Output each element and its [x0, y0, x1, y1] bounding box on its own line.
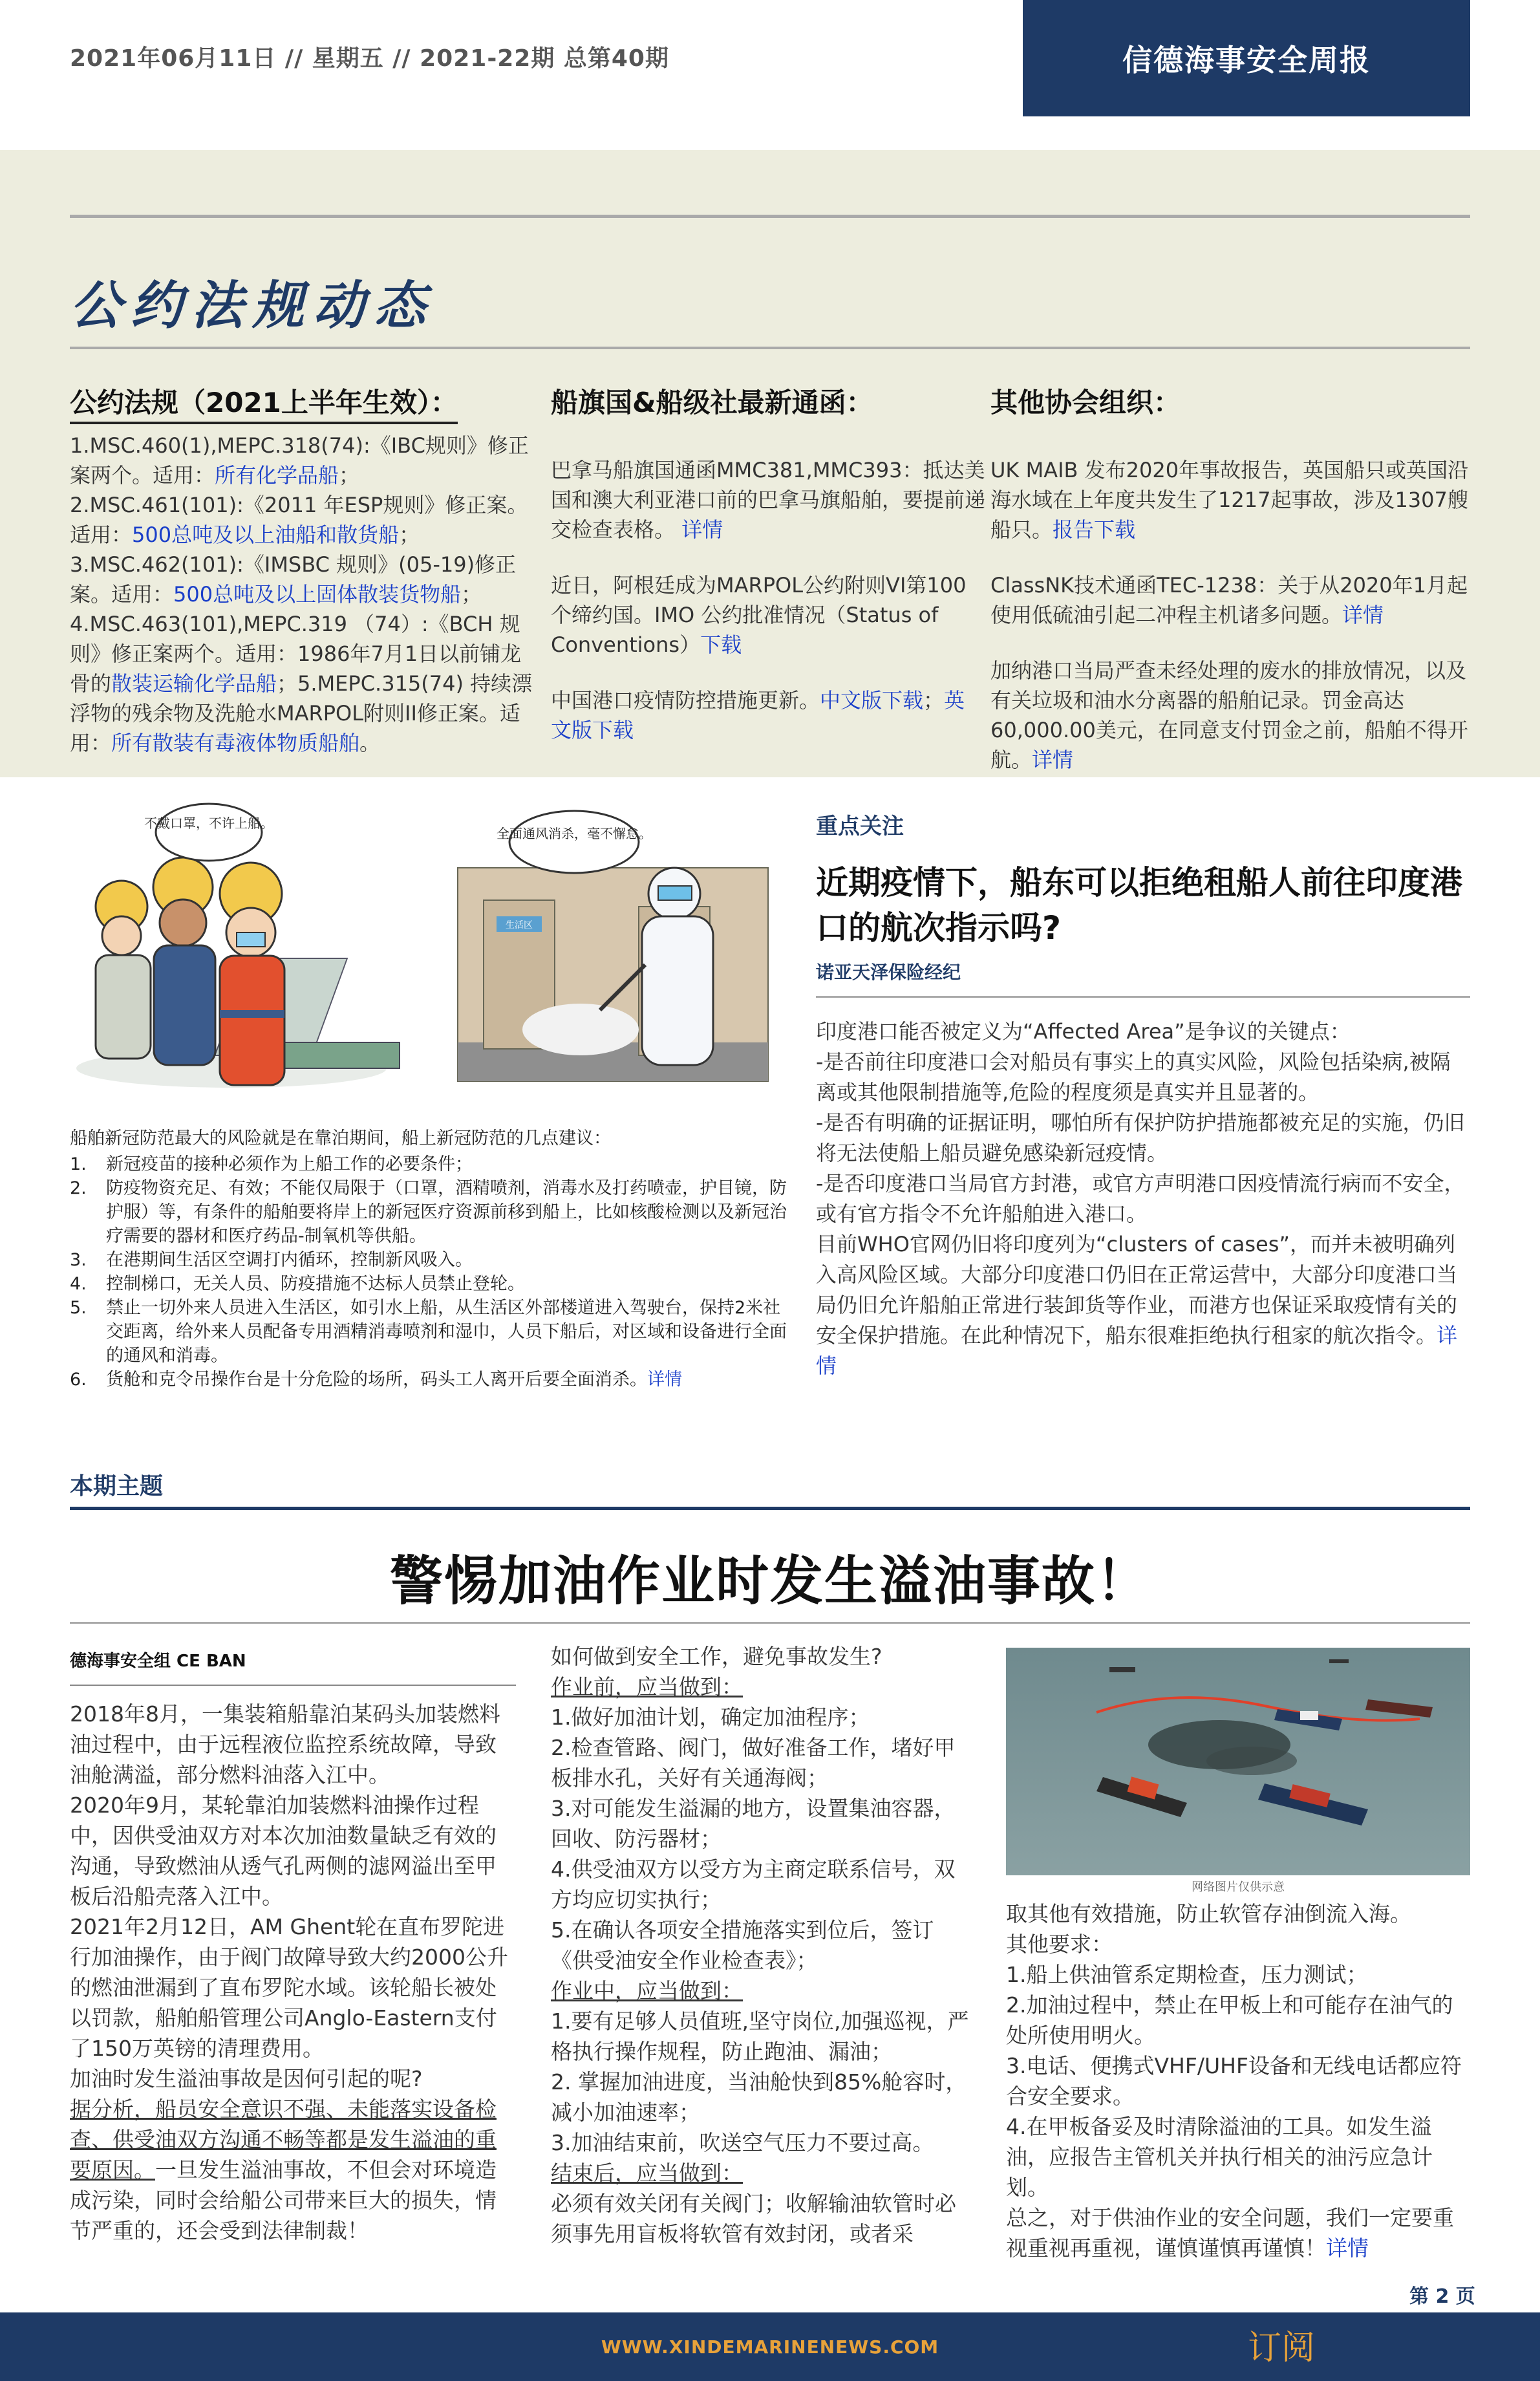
- oil-spill-photo: [1006, 1648, 1470, 1875]
- item-text: 货舱和克令吊操作台是十分危险的场所，码头工人离开后要全面消杀。: [106, 1370, 647, 1390]
- punct: 。: [359, 731, 381, 755]
- speech-bubble-text: 全面通风消杀，毫不懈怠。: [497, 826, 652, 841]
- steps-after: 必须有效关闭有关阀门；收解输油软管时必须事先用盲板将软管有效封闭，或者采: [551, 2191, 956, 2246]
- divider: [70, 215, 1470, 218]
- section-title: 公约法规动态: [70, 275, 434, 336]
- tips-intro: 船舶新冠防范最大的风险就是在靠泊期间，船上新冠防范的几点建议：: [70, 1128, 611, 1148]
- covid-prevention-illustration: [70, 797, 775, 1120]
- steps-before: 1.做好加油计划，确定加油程序； 2.检查管路、阀门，做好准备工作，堵好甲板排水孔，关好有关通海阀； 3.对可能发生溢漏的地方，设置集油容器，回收、防污器材； 4.供受油双方以受方为主商定联系信号，双方均应切实执行； 5.在确认各项安全措施落实到位后，签订《供受油安全作业检查表》；: [551, 1705, 956, 1973]
- convention-link[interactable]: 散装运输化学品船: [111, 671, 277, 696]
- item-number: 6.: [70, 1370, 87, 1390]
- item-text: 防疫物资充足、有效；不能仅局限于（口罩，酒精喷剂，消毒水及打药喷壶，护目镜，防护服）等，有条件的船舶要将岸上的新冠医疗资源前移到船上，比如核酸检测以及新冠治疗需要的器材和医疗药品-制氧机等供船。: [106, 1178, 787, 1246]
- divider: [70, 1507, 1470, 1510]
- convention-item-text: 2.MSC.461(101):《2011 年ESP规则》修正案。适用：: [70, 493, 528, 547]
- convention-item-text: 1.MSC.460(1),MEPC.318(74):《IBC规则》修正案两个。适用：: [70, 433, 529, 488]
- item-number: 1.: [70, 1154, 87, 1174]
- website-link[interactable]: WWW.XINDEMARINENEWS.COM: [601, 2336, 939, 2358]
- notice-text: 中国港口疫情防控措施更新。: [551, 688, 820, 713]
- topic-column-c-body: [1006, 1899, 1470, 2263]
- details-link[interactable]: 详情: [1032, 748, 1074, 772]
- other-orgs-column: [990, 382, 1469, 775]
- item-number: 5.: [70, 1298, 87, 1318]
- details-link[interactable]: 详情: [681, 517, 723, 542]
- list-item: [70, 1152, 794, 1176]
- article-text: 2018年8月，一集装箱船靠泊某码头加装燃料油过程中，由于远程液位监控系统故障，导致油舱满溢，部分燃料油落入江中。 2020年9月，某轮靠泊加装燃料油操作过程中，因供受油双方对本次加油数量缺乏有效的沟通，导致燃油从透气孔两侧的滤网溢出至甲板后沿船壳落入江中。 2021年2月12日，AM Ghent轮在直布罗陀进行加油操作，由于阀门故障导致大约2000公升的燃油泄漏到了直布罗陀水域。该轮船长被处以罚款，船舶船管理公司Anglo-Eastern支付了150万英镑的清理费用。 加油时发生溢油事故是因何引起的呢?: [70, 1701, 508, 2091]
- list-item: [70, 1248, 794, 1272]
- item-text: 在港期间生活区空调打内循环，控制新风吸入。: [106, 1250, 473, 1270]
- tips-list: [70, 1152, 794, 1392]
- topic-title: 警惕加油作业时发生溢油事故！: [389, 1551, 1150, 1612]
- steps-during: 1.要有足够人员值班,坚守岗位,加强巡视，严格执行操作规程，防止跑油、漏油； 2. 掌握加油进度，当油舱快到85%舱容时，减小加油速率； 3.加油结束前，吹送空气压力不要过高。: [551, 2009, 969, 2155]
- issue-date-line: 2021年06月11日 // 星期五 // 2021-22期 总第40期: [70, 45, 669, 72]
- convention-link[interactable]: 所有散装有毒液体物质船舶: [111, 731, 360, 755]
- list-item: [70, 1272, 794, 1296]
- details-link[interactable]: 详情: [647, 1370, 682, 1390]
- download-link[interactable]: 下载: [700, 632, 742, 657]
- notice-text: 巴拿马船旗国通函MMC381,MMC393：抵达美国和澳大利亚港口前的巴拿马旗船舶，要提前递交检查表格。: [551, 458, 986, 542]
- flag-state-heading: 船旗国&船级社最新通函：: [551, 387, 873, 418]
- divider: [816, 996, 1470, 998]
- notice-text: UK MAIB 发布2020年事故报告，英国船只或英国沿海水域在上年度共发生了1217起事故，涉及1307艘船只。: [990, 458, 1469, 542]
- item-text: 新冠疫苗的接种必须作为上船工作的必要条件；: [106, 1154, 473, 1174]
- notice-text: ClassNK技术通函TEC-1238：关于从2020年1月起使用低硫油引起二冲程主机诸多问题。: [990, 573, 1468, 627]
- english-download-link[interactable]: 英文版下载: [551, 688, 965, 742]
- other-orgs-body: [990, 455, 1469, 775]
- subscribe-link[interactable]: 订阅: [1248, 2329, 1316, 2367]
- door-sign-text: 生活区: [506, 920, 533, 931]
- focus-title: 近期疫情下，船东可以拒绝租船人前往印度港口的航次指示吗?: [816, 864, 1462, 947]
- punct: ；: [339, 463, 360, 488]
- list-item: [70, 1176, 794, 1248]
- item-number: 4.: [70, 1274, 87, 1294]
- topic-column-a: [70, 1648, 516, 2246]
- flag-state-body: [551, 455, 985, 745]
- convention-item-text: 3.MSC.462(101):《IMSBC 规则》(05-19)修正案。适用：: [70, 552, 517, 607]
- convention-link[interactable]: 500总吨及以上固体散装货物船: [173, 582, 462, 607]
- topic-column-a-body: [70, 1699, 516, 2246]
- page-number: 第 2 页: [1409, 2285, 1475, 2308]
- report-download-link[interactable]: 报告下载: [1053, 517, 1136, 542]
- other-orgs-heading: 其他协会组织：: [990, 387, 1181, 418]
- focus-body-text: 印度港口能否被定义为“Affected Area”是争议的关键点： -是否前往印度港口会对船员有事实上的真实风险，风险包括染病,被隔离或其他限制措施等,危险的程度须是真实并且显著的。 -是否有明确的证据证明，哪怕所有保护防护措施都被充足的实施，仍旧将无法使船上船员避免感染新冠疫情。 -是否印度港口当局官方封港，或官方声明港口因疫情流行病而不安全，或有官方指令不允许船舶进入港口。 目前WHO官网仍旧将印度列为“clusters of cases”，而并未被明确列入高风险区域。大部分印度港口仍旧在正常运营中，大部分印度港口当局仍旧允许船舶正常进行装卸货等作业，而港方也保证采取疫情有关的安全保护措施。在此种情况下，船东很难拒绝执行租家的航次指令。: [816, 1019, 1465, 1348]
- conventions-list: [70, 431, 535, 758]
- punct: ；: [923, 688, 945, 713]
- convention-item-text: ；5.MEPC.315(74) 持续漂浮物的残余物及洗舱水MARPOL附则II修正案。适用：: [70, 671, 533, 755]
- topic-label: 本期主题: [70, 1473, 164, 1500]
- chinese-download-link[interactable]: 中文版下载: [820, 688, 924, 713]
- item-number: 3.: [70, 1250, 87, 1270]
- flag-state-column: [551, 382, 985, 745]
- subheading-during: 作业中，应当做到：: [551, 1978, 743, 2003]
- topic-column-b: [551, 1641, 972, 2249]
- topic-column-b-body: [551, 1641, 972, 2249]
- punct: ；: [399, 523, 420, 547]
- notice-text: 近日，阿根廷成为MARPOL公约附则VI第100个缔约国。IMO 公约批准情况（Status of Conventions）: [551, 573, 967, 657]
- article-text: 一旦发生溢油事故，不但会对环境造成污染，同时会给船公司带来巨大的损失，情节严重的，还会受到法律制裁！: [70, 2157, 497, 2243]
- underlined-analysis: 据分析，船员安全意识不强、未能落实设备检查、供受油双方沟通不畅等都是发生溢油的重要原因。: [70, 2096, 497, 2182]
- details-link[interactable]: 详情: [816, 1323, 1458, 1378]
- article-text: 取其他有效措施，防止软管存油倒流入海。 其他要求： 1.船上供油管系定期检查，压力测试； 2.加油过程中，禁止在甲板上和可能存在油气的处所使用明火。 3.电话、便携式VHF/UHF设备和无线电话都应符合安全要求。 4.在甲板备妥及时清除溢油的工具。如发生溢油，应报告主管机关并执行相关的油污应急计划。 总之，对于供油作业的安全问题，我们一定要重视重视再重视，谨慎谨慎再谨慎！: [1006, 1901, 1462, 2261]
- convention-link[interactable]: 500总吨及以上油船和散货船: [132, 523, 400, 547]
- divider: [70, 1622, 1470, 1624]
- topic-column-c: [1006, 1899, 1470, 2263]
- notice-text: 加纳港口当局严查未经处理的废水的排放情况，以及有关垃圾和油水分离器的船舶记录。罚金高达60,000.00美元，在同意支付罚金之前，船舶不得开航。: [990, 658, 1468, 772]
- conventions-column: [70, 382, 535, 758]
- divider: [70, 347, 1470, 349]
- focus-body: [816, 1017, 1469, 1381]
- focus-label: 重点关注: [816, 813, 904, 839]
- item-number: 2.: [70, 1178, 87, 1198]
- list-item: [70, 1296, 794, 1368]
- details-link[interactable]: 详情: [1326, 2236, 1369, 2261]
- subheading-before: 作业前，应当做到：: [551, 1674, 743, 1699]
- item-text: 控制梯口，无关人员、防疫措施不达标人员禁止登轮。: [106, 1274, 525, 1294]
- subheading-after: 结束后，应当做到：: [551, 2160, 743, 2186]
- list-item: [70, 1368, 794, 1392]
- publication-brand: 信德海事安全周报: [1023, 0, 1470, 116]
- convention-item-text: 4.MSC.463(101),MEPC.319 （74）:《BCH 规则》修正案两个。适用：1986年7月1日以前铺龙骨的: [70, 612, 522, 696]
- question-text: 如何做到安全工作，避免事故发生?: [551, 1644, 882, 1669]
- punct: ；: [461, 582, 482, 607]
- speech-bubble-text: 不戴口罩，不许上船。: [144, 815, 273, 831]
- focus-source: 诺亚天泽保险经纪: [816, 962, 961, 983]
- photo-caption: 网络图片仅供示意: [1192, 1880, 1285, 1894]
- conventions-heading: 公约法规（2021上半年生效）：: [70, 382, 458, 424]
- item-text: 禁止一切外来人员进入生活区，如引水上船，从生活区外部楼道进入驾驶台，保持2米社交距离，给外来人员配备专用酒精消毒喷剂和湿巾，人员下船后，对区域和设备进行全面的通风和消毒。: [106, 1298, 787, 1366]
- convention-link[interactable]: 所有化学品船: [215, 463, 339, 488]
- author-byline: 德海事安全组 CE BAN: [70, 1648, 516, 1686]
- details-link[interactable]: 详情: [1342, 603, 1384, 627]
